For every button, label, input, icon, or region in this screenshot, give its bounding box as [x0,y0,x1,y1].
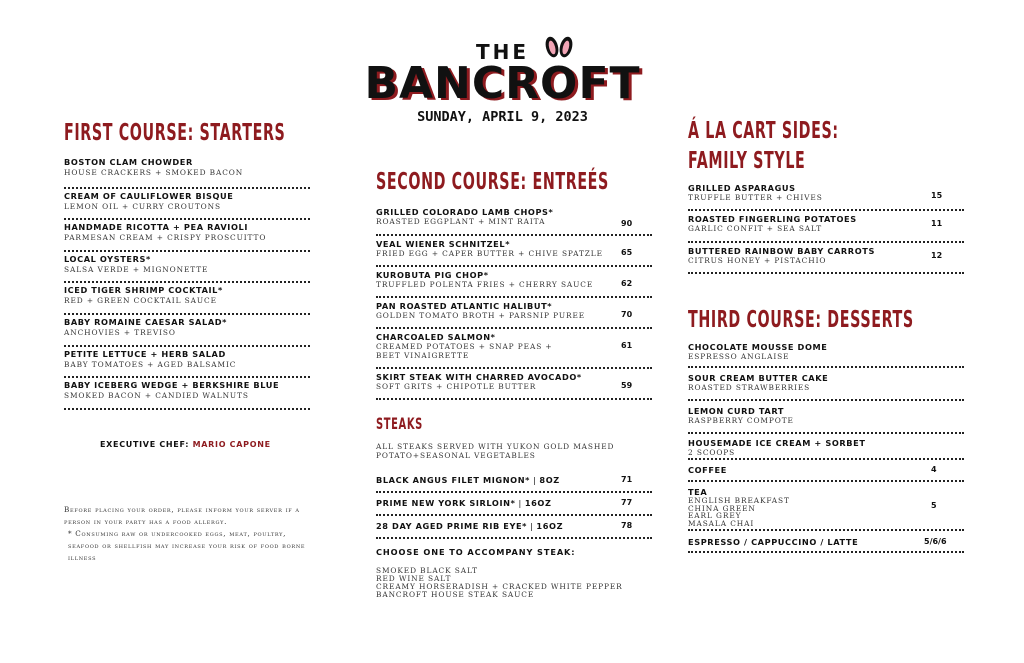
list-item: TEA ENGLISH BREAKFAST CHINA GREEN EARL GREY MASALA CHAI 5 [688,482,964,531]
logo-wordmark: BANCROFT [364,58,641,109]
list-item: BABY ROMAINE CAESAR SALAD* ANCHOVIES + TREVISO [64,315,310,347]
item-price: 15 [931,191,943,200]
list-item: ICED TIGER SHRIMP COCKTAIL* RED + GREEN COCKTAIL SAUCE [64,283,310,315]
sauce-list [376,567,623,599]
item-price: 59 [621,381,633,391]
list-item: SKIRT STEAK WITH CHARRED AVOCADO* SOFT GRITS + CHIPOTLE BUTTER 59 [376,369,652,400]
desserts-list [688,342,964,553]
list-item: ROASTED FINGERLING POTATOES GARLIC CONFIT + SEA SALT 11 [688,211,964,243]
list-item: CHARCOALED SALMON* CREAMED POTATOES + SNAP PEAS + BEET VINAIGRETTE 61 [376,329,652,369]
item-price: 12 [931,250,943,260]
list-item: HOUSEMADE ICE CREAM + SORBET 2 SCOOPS [688,434,964,460]
item-price: 70 [621,309,633,319]
starters-list [64,157,310,410]
first-course-title: FIRST COURSE: STARTERS [64,120,286,146]
item-price: 90 [621,219,633,228]
allergy-notice [64,504,314,564]
list-item: ESPRESSO / CAPPUCCINO / LATTE 5/6/6 [688,531,964,553]
list-item: SOUR CREAM BUTTER CAKE ROASTED STRAWBERRIES [688,368,964,401]
steaks-title: STEAKS [376,414,423,433]
steak-row: PRIME NEW YORK SIRLOIN* | 16OZ 77 [376,494,652,516]
sides-list [688,183,964,274]
list-item: BOSTON CLAM CHOWDER HOUSE CRACKERS + SMOKED BACON [64,157,310,189]
list-item: BABY ICEBERG WEDGE + BERKSHIRE BLUE SMOKED BACON + CANDIED WALNUTS [64,378,310,410]
sauce-option: SMOKED BLACK SALT [376,566,479,575]
executive-chef [100,440,271,449]
sauce-option: BANCROFT HOUSE STEAK SAUCE [376,590,535,599]
entrees-list [376,207,652,400]
allergy-text: Before placing your order, please inform your server if a person in your party has a food allergy. [64,505,300,526]
list-item: VEAL WIENER SCHNITZEL* FRIED EGG + CAPER BUTTER + CHIVE SPATZLE 65 [376,236,652,267]
steak-row: 28 DAY AGED PRIME RIB EYE* | 16OZ 78 [376,517,652,539]
chef-name: MARIO CAPONE [192,440,271,449]
third-course-title: THIRD COURSE: DESSERTS [688,307,914,333]
logo-the: THE [475,40,530,64]
item-price: 65 [621,247,633,257]
list-item: PAN ROASTED ATLANTIC HALIBUT* GOLDEN TOMATO BROTH + PARSNIP PUREE 70 [376,298,652,329]
item-price: 78 [621,521,633,530]
list-item: GRILLED COLORADO LAMB CHOPS* ROASTED EGGPLANT + MINT RAITA 90 [376,207,652,236]
sauce-option: CREAMY HORSERADISH + CRACKED WHITE PEPPER [376,582,623,591]
item-price: 61 [621,341,633,351]
steak-row: BLACK ANGUS FILET MIGNON* | 8OZ 71 [376,471,652,493]
item-price: 62 [621,278,633,288]
list-item: KUROBUTA PIG CHOP* TRUFFLED POLENTA FRIES + CHERRY SAUCE 62 [376,267,652,298]
item-price: 71 [621,475,633,484]
list-item: COFFEE 4 [688,460,964,482]
list-item: HANDMADE RICOTTA + PEA RAVIOLI PARMESAN CREAM + CRISPY PROSCUITTO [64,220,310,252]
item-price: 77 [621,498,633,507]
restaurant-logo [355,36,650,133]
item-price: 11 [931,219,943,228]
sides-title-line1: Á LA CART SIDES: [688,118,839,144]
second-course-title: SECOND COURSE: ENTREÉS [376,169,609,195]
list-item: BUTTERED RAINBOW BABY CARROTS CITRUS HONEY + PISTACHIO 12 [688,243,964,275]
list-item: CREAM OF CAULIFLOWER BISQUE LEMON OIL + CURRY CROUTONS [64,189,310,221]
steaks-note: ALL STEAKS SERVED WITH YUKON GOLD MASHED POTATO+SEASONAL VEGETABLES [376,442,615,460]
list-item: PETITE LETTUCE + HERB SALAD BABY TOMATOES + AGED BALSAMIC [64,347,310,379]
choose-sauce-label: CHOOSE ONE TO ACCOMPANY STEAK: [376,547,576,557]
menu-date: SUNDAY, APRIL 9, 2023 [417,109,588,125]
list-item: LEMON CURD TART RASPBERRY COMPOTE [688,401,964,434]
raw-food-warning: * Consuming raw or undercooked eggs, meat, poultry, seafood or shellfish may increase your risk of food borne illness [68,529,306,562]
item-price: 5/6/6 [924,537,947,546]
sides-title-line2: FAMILY STYLE [688,148,806,174]
chef-label: EXECUTIVE CHEF: [100,440,190,449]
item-price: 4 [931,465,937,474]
bunny-ears-icon [543,36,575,58]
list-item: LOCAL OYSTERS* SALSA VERDE + MIGNONETTE [64,252,310,284]
sauce-option: RED WINE SALT [376,574,452,583]
list-item: GRILLED ASPARAGUS TRUFFLE BUTTER + CHIVES 15 [688,183,964,211]
list-item: CHOCOLATE MOUSSE DOME ESPRESSO ANGLAISE [688,342,964,368]
item-price: 5 [931,501,937,510]
